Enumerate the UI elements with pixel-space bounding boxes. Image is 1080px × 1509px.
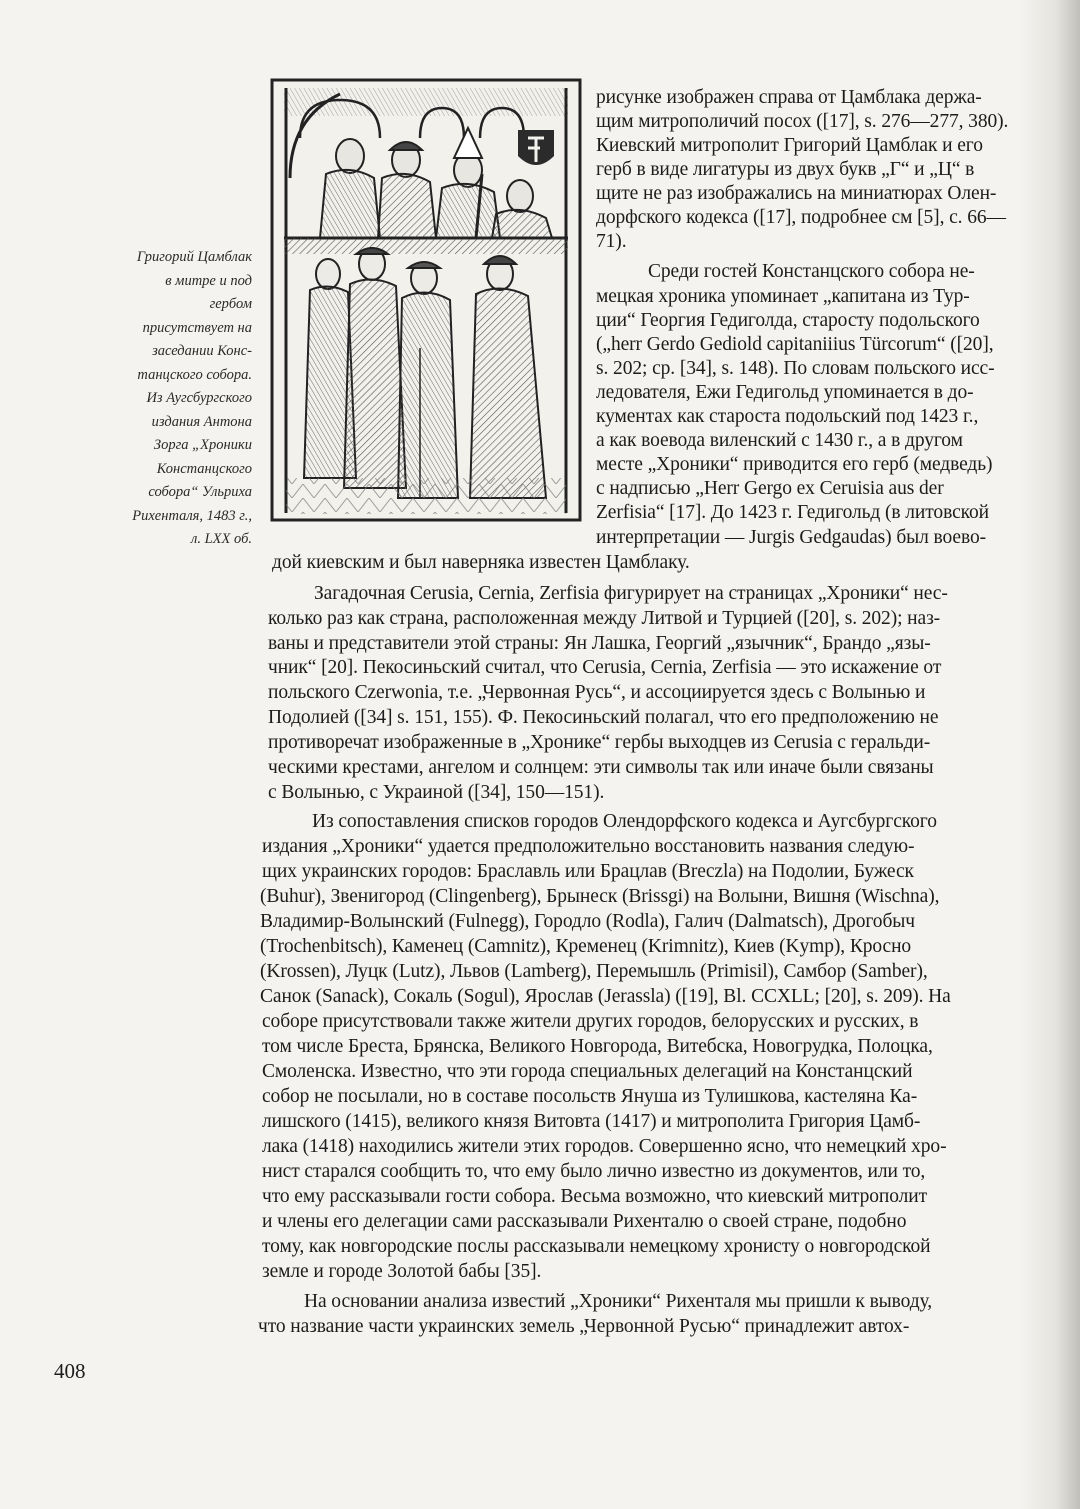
text-line: издания „Хроники“ удается предположительно восстановить названия следую- (262, 836, 915, 857)
text-line: польского Czerwonia, т.е. „Червонная Русь“, и ассоциируется здесь с Волынью и (268, 682, 926, 703)
woodcut-figure (270, 78, 582, 522)
text-line: колько раз как страна, расположенная между Литвой и Турцией ([20], s. 202); наз- (268, 608, 941, 629)
text-line: Санок (Sanack), Сокаль (Sogul), Ярослав (Jerassla) ([19], Bl. CCXLL; [20], s. 209). На (260, 986, 951, 1007)
text-line: месте „Хроники“ приводится его герб (медведь) (596, 454, 993, 475)
text-line: интерпретации — Jurgis Gedgaudas) был воево- (596, 527, 986, 548)
text-line: земле и городе Золотой бабы [35]. (262, 1261, 542, 1282)
caption-line: Из Аугсбургского (146, 390, 252, 406)
text-line: том числе Бреста, Брянска, Великого Новгорода, Витебска, Новогрудка, Полоцка, (262, 1036, 933, 1057)
text-line: лишского (1415), великого князя Витовта (1417) и митрополита Григория Цамб- (262, 1111, 921, 1132)
text-line: дой киевским и был наверняка известен Цамблаку. (272, 552, 690, 573)
text-line: (Buhur), Звенигород (Clingenberg), Брынеск (Brissgi) на Волыни, Вишня (Wischna), (260, 886, 940, 907)
text-line: Киевский митрополит Григорий Цамблак и его (596, 135, 983, 156)
text-line: Владимир-Волынский (Fulnegg), Городло (Rodla), Галич (Dalmatsch), Дрогобыч (260, 911, 915, 932)
caption-line: Зорга „Хроники (153, 437, 252, 453)
text-line: На основании анализа известий „Хроники“ Рихенталя мы пришли к выводу, (304, 1291, 933, 1312)
text-line: с Волынью, с Украиной ([34], 150—151). (268, 782, 605, 803)
text-line: s. 202; ср. [34], s. 148). По словам польского исс- (596, 358, 995, 379)
text-line: ледователя, Ежи Гедигольд упоминается в до- (596, 382, 974, 403)
caption-line: Григорий Цамблак (136, 249, 252, 265)
text-line: ческими крестами, ангелом и солнцем: эти символы так или иначе были связаны (268, 757, 934, 778)
text-line: и члены его делегации сами рассказывали Рихенталю о своей стране, подобно (262, 1211, 907, 1232)
text-line: ваны и представители этой страны: Ян Лашка, Георгий „язычник“, Брандо „язы- (268, 633, 931, 654)
woodcut-illustration (270, 78, 582, 522)
text-line: мецкая хроника упоминает „капитана из Тур- (596, 286, 970, 307)
text-line: („herr Gerdo Gediold capitaniiius Türcorum“ ([20], (596, 334, 994, 355)
text-line: Смоленска. Известно, что эти города специальных делегаций на Констанцский (262, 1061, 913, 1082)
text-line: Подолией ([34] s. 151, 155). Ф. Пекосиньский полагал, что его предположению не (268, 707, 939, 728)
text-line: а как воевода виленский с 1430 г., а в другом (596, 430, 963, 451)
caption-line: танцского собора. (137, 366, 252, 383)
text-line: герб в виде лигатуры из двух букв „Г“ и „Ц“ в (596, 159, 975, 180)
text-line: рисунке изображен справа от Цамблака держа- (596, 87, 982, 108)
text-line: чник“ [20]. Пекосиньский считал, что Cerusia, Cernia, Zerfisia — это искажение от (268, 657, 942, 678)
text-line: щите не раз изображались на миниатюрах Олен- (596, 183, 997, 204)
caption-line: в митре и под (165, 272, 252, 289)
text-line: тому, как новгородские послы рассказывали немецкому хронисту о новгородской (262, 1236, 931, 1257)
book-spine-shadow (1020, 0, 1080, 1509)
caption-line: Рихенталя, 1483 г., (132, 507, 252, 524)
text-line: дорфского кодекса ([17], подробнее см [5], с. 66— (596, 207, 1006, 228)
text-line: что название части украинских земель „Червонной Русью“ принадлежит автох- (258, 1316, 910, 1337)
text-line: кументах как староста подольский под 1423 г., (596, 406, 979, 427)
text-line: (Trochenbitsch), Каменец (Camnitz), Кременец (Krimnitz), Киев (Kymp), Кросно (260, 936, 912, 957)
caption-line: издания Антона (151, 413, 252, 430)
text-line: (Krossen), Луцк (Lutz), Львов (Lamberg), Перемышль (Primisil), Самбор (Samber), (260, 961, 928, 982)
text-line: собор не посылали, но в составе посольств Януша из Тулишкова, кастеляна Ка- (262, 1086, 918, 1107)
text-line: Среди гостей Констанцского собора не- (648, 261, 975, 282)
page-number: 408 (54, 1359, 86, 1383)
caption-line: заседании Конс- (152, 343, 252, 359)
text-line: что ему рассказывали гости собора. Весьма возможно, что киевский митрополит (262, 1186, 928, 1207)
caption-line: Констанцского (156, 460, 252, 477)
text-line: противоречат изображенные в „Хронике“ гербы выходцев из Cerusia с геральди- (268, 732, 931, 753)
caption-line: собора“ Ульриха (148, 484, 252, 500)
text-line: ции“ Георгия Гедиголда, старосту подольского (596, 310, 980, 331)
text-line: соборе присутствовали также жители других городов, белорусских и русских, в (262, 1011, 919, 1032)
text-line: щих украинских городов: Браславль или Брацлав (Breczla) на Подолии, Бужеск (262, 861, 914, 882)
figure-caption (72, 246, 252, 552)
text-line: щим митрополичий посох ([17], s. 276—277, 380). (596, 111, 1009, 132)
text-line: лака (1418) находились жители этих городов. Совершенно ясно, что немецкий хро- (262, 1136, 947, 1157)
text-line: Из сопоставления списков городов Олендорфского кодекса и Аугсбургского (312, 811, 937, 832)
caption-line: гербом (209, 296, 252, 312)
caption-line: присутствует на (142, 319, 252, 336)
caption-line: л. LXX об. (191, 531, 252, 547)
text-line: Загадочная Cerusia, Cernia, Zerfisia фигурирует на страницах „Хроники“ нес- (314, 583, 948, 604)
text-line: Zerfisia“ [17]. До 1423 г. Гедигольд (в литовской (596, 502, 989, 523)
text-line: с надписью „Herr Gergo ex Ceruisia aus der (596, 478, 944, 499)
text-line: нист старался сообщить то, что ему было лично известно из документов, или то, (262, 1161, 926, 1182)
text-line: 71). (596, 231, 627, 252)
